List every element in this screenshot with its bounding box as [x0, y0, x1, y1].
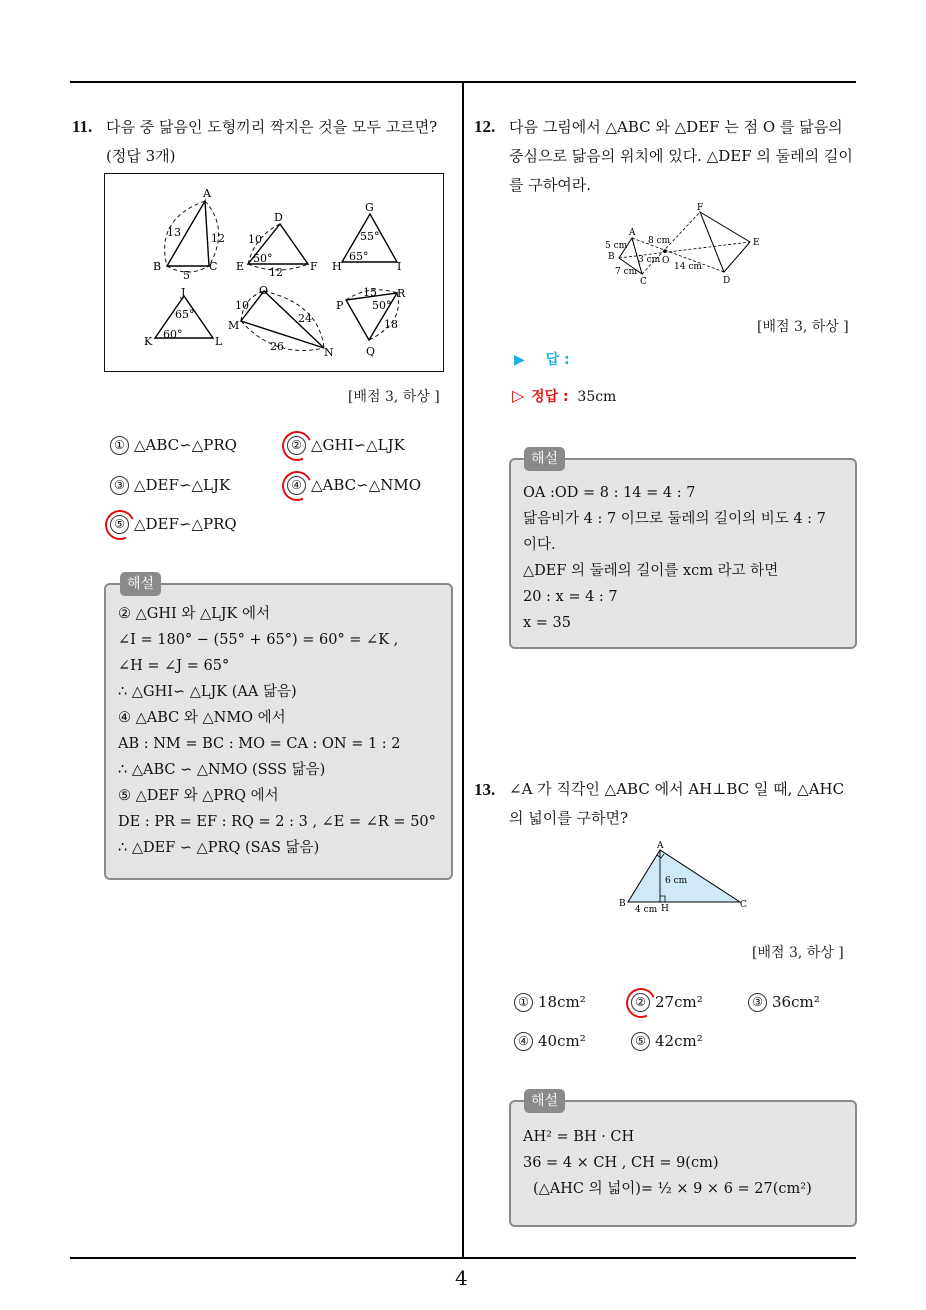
q11-choice-2[interactable] [287, 436, 405, 455]
q11-choice-3-text: △DEF∽△LJK [134, 476, 231, 494]
q12-correct-value: 35cm [577, 389, 617, 405]
fig11-label-18: 18 [384, 318, 398, 331]
page-number: 4 [455, 1266, 468, 1290]
q13-text-line2: 의 넓이를 구하면? [509, 809, 629, 827]
fig12-label-D: D [723, 276, 731, 286]
q13-choice-2-marker: ② [631, 993, 650, 1012]
q12-score: [배점 3, 하상 ] [757, 319, 849, 335]
fig11-label-O: O [259, 284, 269, 297]
q13-solution-box [509, 1100, 857, 1227]
q13-choice-4-marker: ④ [514, 1032, 533, 1051]
fig11-label-13: 13 [167, 226, 181, 239]
q11-figure [104, 173, 444, 372]
q11-choice-1[interactable] [110, 436, 237, 455]
q13-sol-line-2: 36 = 4 × CH , CH = 9(cm) [523, 1155, 719, 1171]
q12-sol-line-3: 이다. [523, 537, 556, 553]
q11-score: [배점 3, 하상 ] [348, 389, 440, 405]
q12-text-line3: 를 구하여라. [509, 176, 591, 194]
q11-choice-5-marker: ⑤ [110, 515, 129, 534]
q11-sol-line-5: ④ △ABC 와 △NMO 에서 [118, 710, 286, 726]
fig13-label-H: H [661, 904, 669, 914]
q11-choice-2-marker: ② [287, 436, 306, 455]
q13-choice-1-marker: ① [514, 993, 533, 1012]
q13-choice-1[interactable] [514, 993, 586, 1012]
q11-choice-1-text: △ABC∽△PRQ [134, 436, 237, 454]
q13-choice-5-marker: ⑤ [631, 1032, 650, 1051]
fig11-label-R: R [397, 287, 406, 300]
q11-solution-tag: 해설 [120, 572, 161, 596]
q13-choice-3[interactable] [748, 993, 820, 1012]
fig12-label-C: C [640, 277, 647, 287]
fig11-label-50b: 50° [372, 299, 392, 312]
q13-choice-5-text: 42cm² [655, 1032, 703, 1050]
fig11-label-L: L [215, 335, 223, 348]
q11-text-line1: 다음 중 닮음인 도형끼리 짝지은 것을 모두 고르면? [106, 118, 438, 136]
fig11-label-55: 55° [360, 230, 380, 243]
q11-figure-svg [105, 174, 443, 371]
fig12-label-B: B [608, 252, 615, 262]
fig11-label-D: D [274, 211, 283, 224]
q11-number: 11. [72, 117, 93, 136]
q12-sol-line-1: OA :OD = 8 : 14 = 4 : 7 [523, 485, 696, 501]
fig11-label-M: M [228, 319, 240, 332]
fig11-label-Q: Q [366, 345, 376, 358]
fig12-label-O: O [662, 256, 670, 266]
q11-choice-5[interactable] [110, 515, 237, 534]
fig11-label-B: B [153, 260, 162, 273]
q13-choice-3-marker: ③ [748, 993, 767, 1012]
q11-choice-3-marker: ③ [110, 476, 129, 495]
q11-choice-2-text: △GHI∽△LJK [311, 436, 405, 454]
q13-sol-line-3: (△AHC 의 넓이)= ½ × 9 × 6 = 27(cm²) [533, 1181, 812, 1197]
fig11-label-60: 60° [163, 328, 183, 341]
q11-sol-line-8: ⑤ △DEF 와 △PRQ 에서 [118, 788, 279, 804]
fig11-label-50a: 50° [253, 252, 273, 265]
q13-choice-2-text: 27cm² [655, 993, 703, 1011]
q11-choice-3[interactable] [110, 476, 230, 495]
q12-correct-arrow-icon: ▷ [512, 386, 525, 405]
q11-choice-1-marker: ① [110, 436, 129, 455]
fig11-label-65b: 65° [175, 308, 195, 321]
bottom-rule [70, 1257, 856, 1259]
q11-question-text [106, 113, 437, 171]
q12-sol-line-5: 20 : x = 4 : 7 [523, 589, 618, 605]
q12-answer-row [514, 349, 570, 369]
q13-figure [616, 838, 756, 918]
fig11-label-10b: 10 [235, 299, 249, 312]
q11-sol-line-10: ∴ △DEF ∽ △PRQ (SAS 닮음) [118, 840, 320, 856]
fig12-label-E: E [753, 238, 760, 248]
fig11-label-F: F [310, 260, 318, 273]
q13-question-text [509, 775, 844, 833]
q11-choice-5-text: △DEF∽△PRQ [134, 515, 237, 533]
fig11-label-15: 15 [363, 286, 377, 299]
fig13-label-6cm: 6 cm [665, 876, 688, 886]
q12-sol-line-2: 닮음비가 4 : 7 이므로 둘레의 길이의 비도 4 : 7 [523, 511, 826, 527]
q12-answer-arrow-icon: ▶ [514, 352, 525, 368]
q12-figure [602, 200, 782, 292]
q11-solution-box [104, 583, 453, 880]
fig13-label-A: A [657, 841, 664, 851]
fig11-label-10a: 10 [248, 233, 262, 246]
q12-number: 12. [474, 117, 496, 136]
q12-sol-line-4: △DEF 의 둘레의 길이를 xcm 라고 하면 [523, 563, 779, 579]
fig11-label-A: A [203, 187, 211, 200]
q12-answer-label: 답 : [545, 352, 570, 368]
fig12-label-A: A [629, 228, 636, 238]
fig12-label-7cm: 7 cm [615, 267, 638, 277]
fig12-label-8cm: 8 cm [648, 236, 671, 246]
q13-text-line1: ∠A 가 직각인 △ABC 에서 AH⊥BC 일 때, △AHC [509, 780, 845, 798]
q12-text-line2: 중심으로 닮음의 위치에 있다. △DEF 의 둘레의 길이 [509, 147, 853, 165]
fig11-label-5: 5 [183, 269, 190, 282]
fig11-label-N: N [324, 346, 334, 359]
fig12-label-3cm: 3 cm [638, 255, 661, 265]
q11-sol-line-1: ② △GHI 와 △LJK 에서 [118, 606, 270, 622]
fig11-label-G: G [365, 201, 374, 214]
q11-sol-line-2: ∠I = 180° − (55° + 65°) = 60° = ∠K , [118, 632, 399, 648]
q11-solution-lines [118, 601, 436, 861]
fig11-label-24: 24 [298, 312, 312, 325]
q13-choice-4[interactable] [514, 1032, 586, 1051]
q13-solution-lines [523, 1124, 812, 1202]
q11-choice-4[interactable] [287, 476, 421, 495]
q13-number: 13. [474, 780, 496, 799]
q11-sol-line-3: ∠H = ∠J = 65° [118, 658, 230, 674]
q11-sol-line-6: AB : NM = BC : MO = CA : ON = 1 : 2 [118, 736, 401, 752]
fig11-label-H: H [332, 260, 342, 273]
q13-choice-4-text: 40cm² [538, 1032, 586, 1050]
q12-solution-tag: 해설 [524, 447, 565, 471]
q11-text-line2: (정답 3개) [106, 147, 176, 165]
q11-sol-line-9: DE : PR = EF : RQ = 2 : 3 , ∠E = ∠R = 50° [118, 814, 436, 830]
fig13-label-4cm: 4 cm [635, 905, 658, 915]
q11-choice-4-marker: ④ [287, 476, 306, 495]
fig11-label-12b: 12 [269, 266, 283, 279]
q13-solution-tag: 해설 [524, 1089, 565, 1113]
fig12-label-14cm: 14 cm [674, 262, 702, 272]
fig11-label-26: 26 [270, 340, 284, 353]
fig12-label-5cm: 5 cm [605, 241, 628, 251]
fig11-label-K: K [144, 335, 153, 348]
q13-choice-2[interactable] [631, 993, 703, 1012]
q13-choice-1-text: 18cm² [538, 993, 586, 1011]
fig12-label-F: F [697, 203, 704, 213]
q12-correct-row [512, 386, 616, 406]
q13-sol-line-1: AH² = BH · CH [523, 1129, 635, 1145]
q11-sol-line-7: ∴ △ABC ∽ △NMO (SSS 닮음) [118, 762, 326, 778]
q12-sol-line-6: x = 35 [523, 615, 571, 631]
fig11-label-I: I [397, 260, 402, 273]
q11-choice-4-text: △ABC∽△NMO [311, 476, 422, 494]
fig13-label-C: C [740, 900, 747, 910]
fig11-label-P: P [336, 299, 344, 312]
q12-solution-box [509, 458, 857, 649]
q13-choice-3-text: 36cm² [772, 993, 820, 1011]
fig11-label-J: J [181, 286, 186, 299]
q13-score: [배점 3, 하상 ] [752, 945, 844, 961]
fig13-label-B: B [619, 899, 626, 909]
fig11-label-C: C [209, 260, 218, 273]
q12-solution-lines [523, 480, 826, 636]
q12-question-text [509, 113, 853, 200]
fig11-label-65a: 65° [349, 250, 369, 263]
column-divider [462, 82, 464, 1258]
fig11-label-E: E [236, 260, 245, 273]
q12-text-line1: 다음 그림에서 △ABC 와 △DEF 는 점 O 를 닮음의 [509, 118, 843, 136]
fig11-label-12a: 12 [211, 232, 225, 245]
q13-choice-5[interactable] [631, 1032, 703, 1051]
q12-correct-label: 정답 : [531, 389, 569, 405]
q11-sol-line-4: ∴ △GHI∽ △LJK (AA 닮음) [118, 684, 297, 700]
